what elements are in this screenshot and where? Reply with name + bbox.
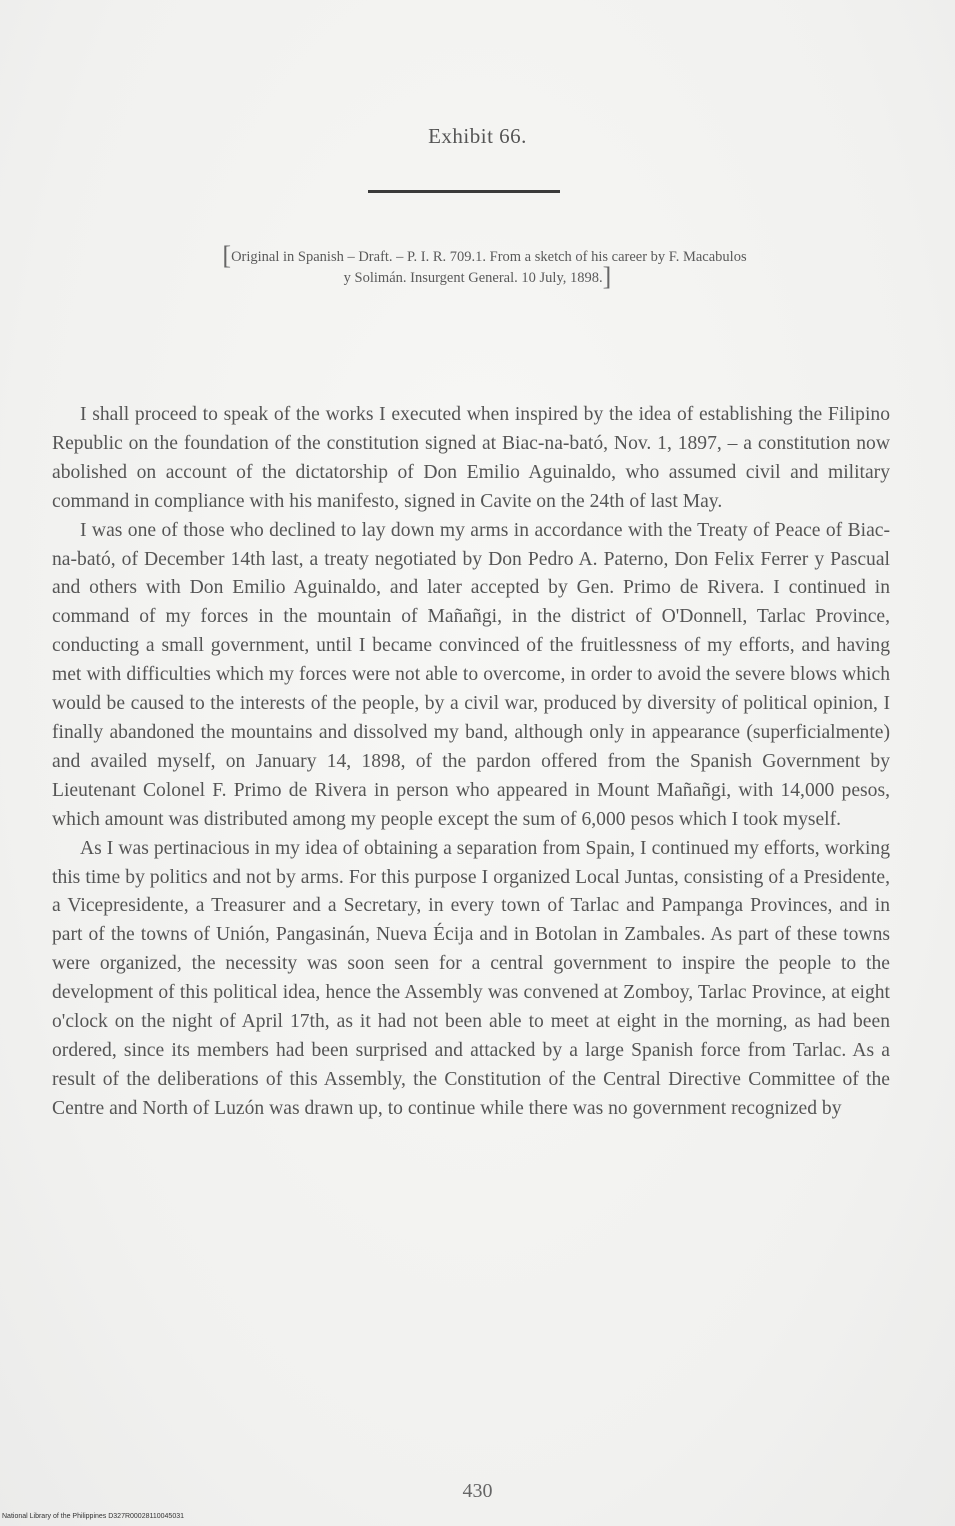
title-rule: [368, 190, 560, 193]
source-note: [30, 241, 925, 291]
body-text: [52, 401, 890, 1124]
paragraph-2: I was one of those who declined to lay down my arms in accordance with the Treaty of Peace of Biac-na-bató, of December 14th last, a treaty negotiated by Don Pedro A. Paterno, Don Felix Ferrer y Pascual and others with Don Emilio Aguinaldo, and later accepted by Gen. Primo de Rivera. I continued in command of my forces in the mountain of Mañañgi, in the district of O'Donnell, Tarlac Province, conducting a small government, until I became convinced of the fruitlessness of my efforts, and having met with difficulties which my forces were not able to overcome, in order to avoid the severe blows which would be caused to the interests of the people, by a civil war, produced by diversity of political opinion, I finally abandoned the mountains and dissolved my band, although only in appearance (superficialmente) and availed myself, on January 14, 1898, of the pardon offered from the Spanish Government by Lieutenant Colonel F. Primo de Rivera in person who appeared in Mount Mañañgi, with 14,000 pesos, which amount was distributed among my people except the sum of 6,000 pesos which I took myself.: [52, 519, 890, 830]
source-note-line-1: [30, 241, 925, 270]
paragraph-3: As I was pertinacious in my idea of obtaining a separation from Spain, I continued my efforts, working this time by politics and not by arms. For this purpose I organized Local Juntas, consisting of a Presidente, a Vicepresidente, a Treasurer and a Secretary, in every town of Tarlac and Pampanga Provinces, and in part of the towns of Unión, Pangasinán, Nueva Écija and in Botolan in Zambales. As part of these towns were organized, the necessity was soon seen for a central government to inspire the people to the development of this political idea, hence the Assembly was convened at Zomboy, Tarlac Province, at eight o'clock on the night of April 17th, as it had not been able to meet at eight in the morning, as had been ordered, since its members had been surprised and attacked by a large Spanish force from Tarlac. As a result of the deliberations of this Assembly, the Constitution of the Central Directive Committee of the Centre and North of Luzón was drawn up, to continue while there was no government recognized by: [52, 837, 890, 1119]
close-bracket: ]: [602, 262, 612, 291]
page-number: 430: [462, 1480, 493, 1502]
open-bracket: [: [222, 241, 232, 270]
source-note-text-1: Original in Spanish – Draft. – P. I. R. 709.1. From a sketch of his career by F. Macabulos: [231, 249, 747, 265]
source-note-line-2: [30, 262, 925, 291]
paragraph-1: I shall proceed to speak of the works I executed when inspired by the idea of establishing the Filipino Republic on the foundation of the constitution signed at Biac-na-bató, Nov. 1, 1897, – a constitution now abolished on account of the dictatorship of Don Emilio Aguinaldo, who assumed civil and military command in compliance with his manifesto, signed in Cavite on the 24th of last May.: [52, 404, 890, 512]
source-note-text-2: y Solimán. Insurgent General. 10 July, 1898.: [343, 270, 603, 286]
exhibit-title: Exhibit 66.: [428, 124, 527, 148]
footer-credit: National Library of the Philippines D327R00028110045031: [2, 1513, 184, 1520]
